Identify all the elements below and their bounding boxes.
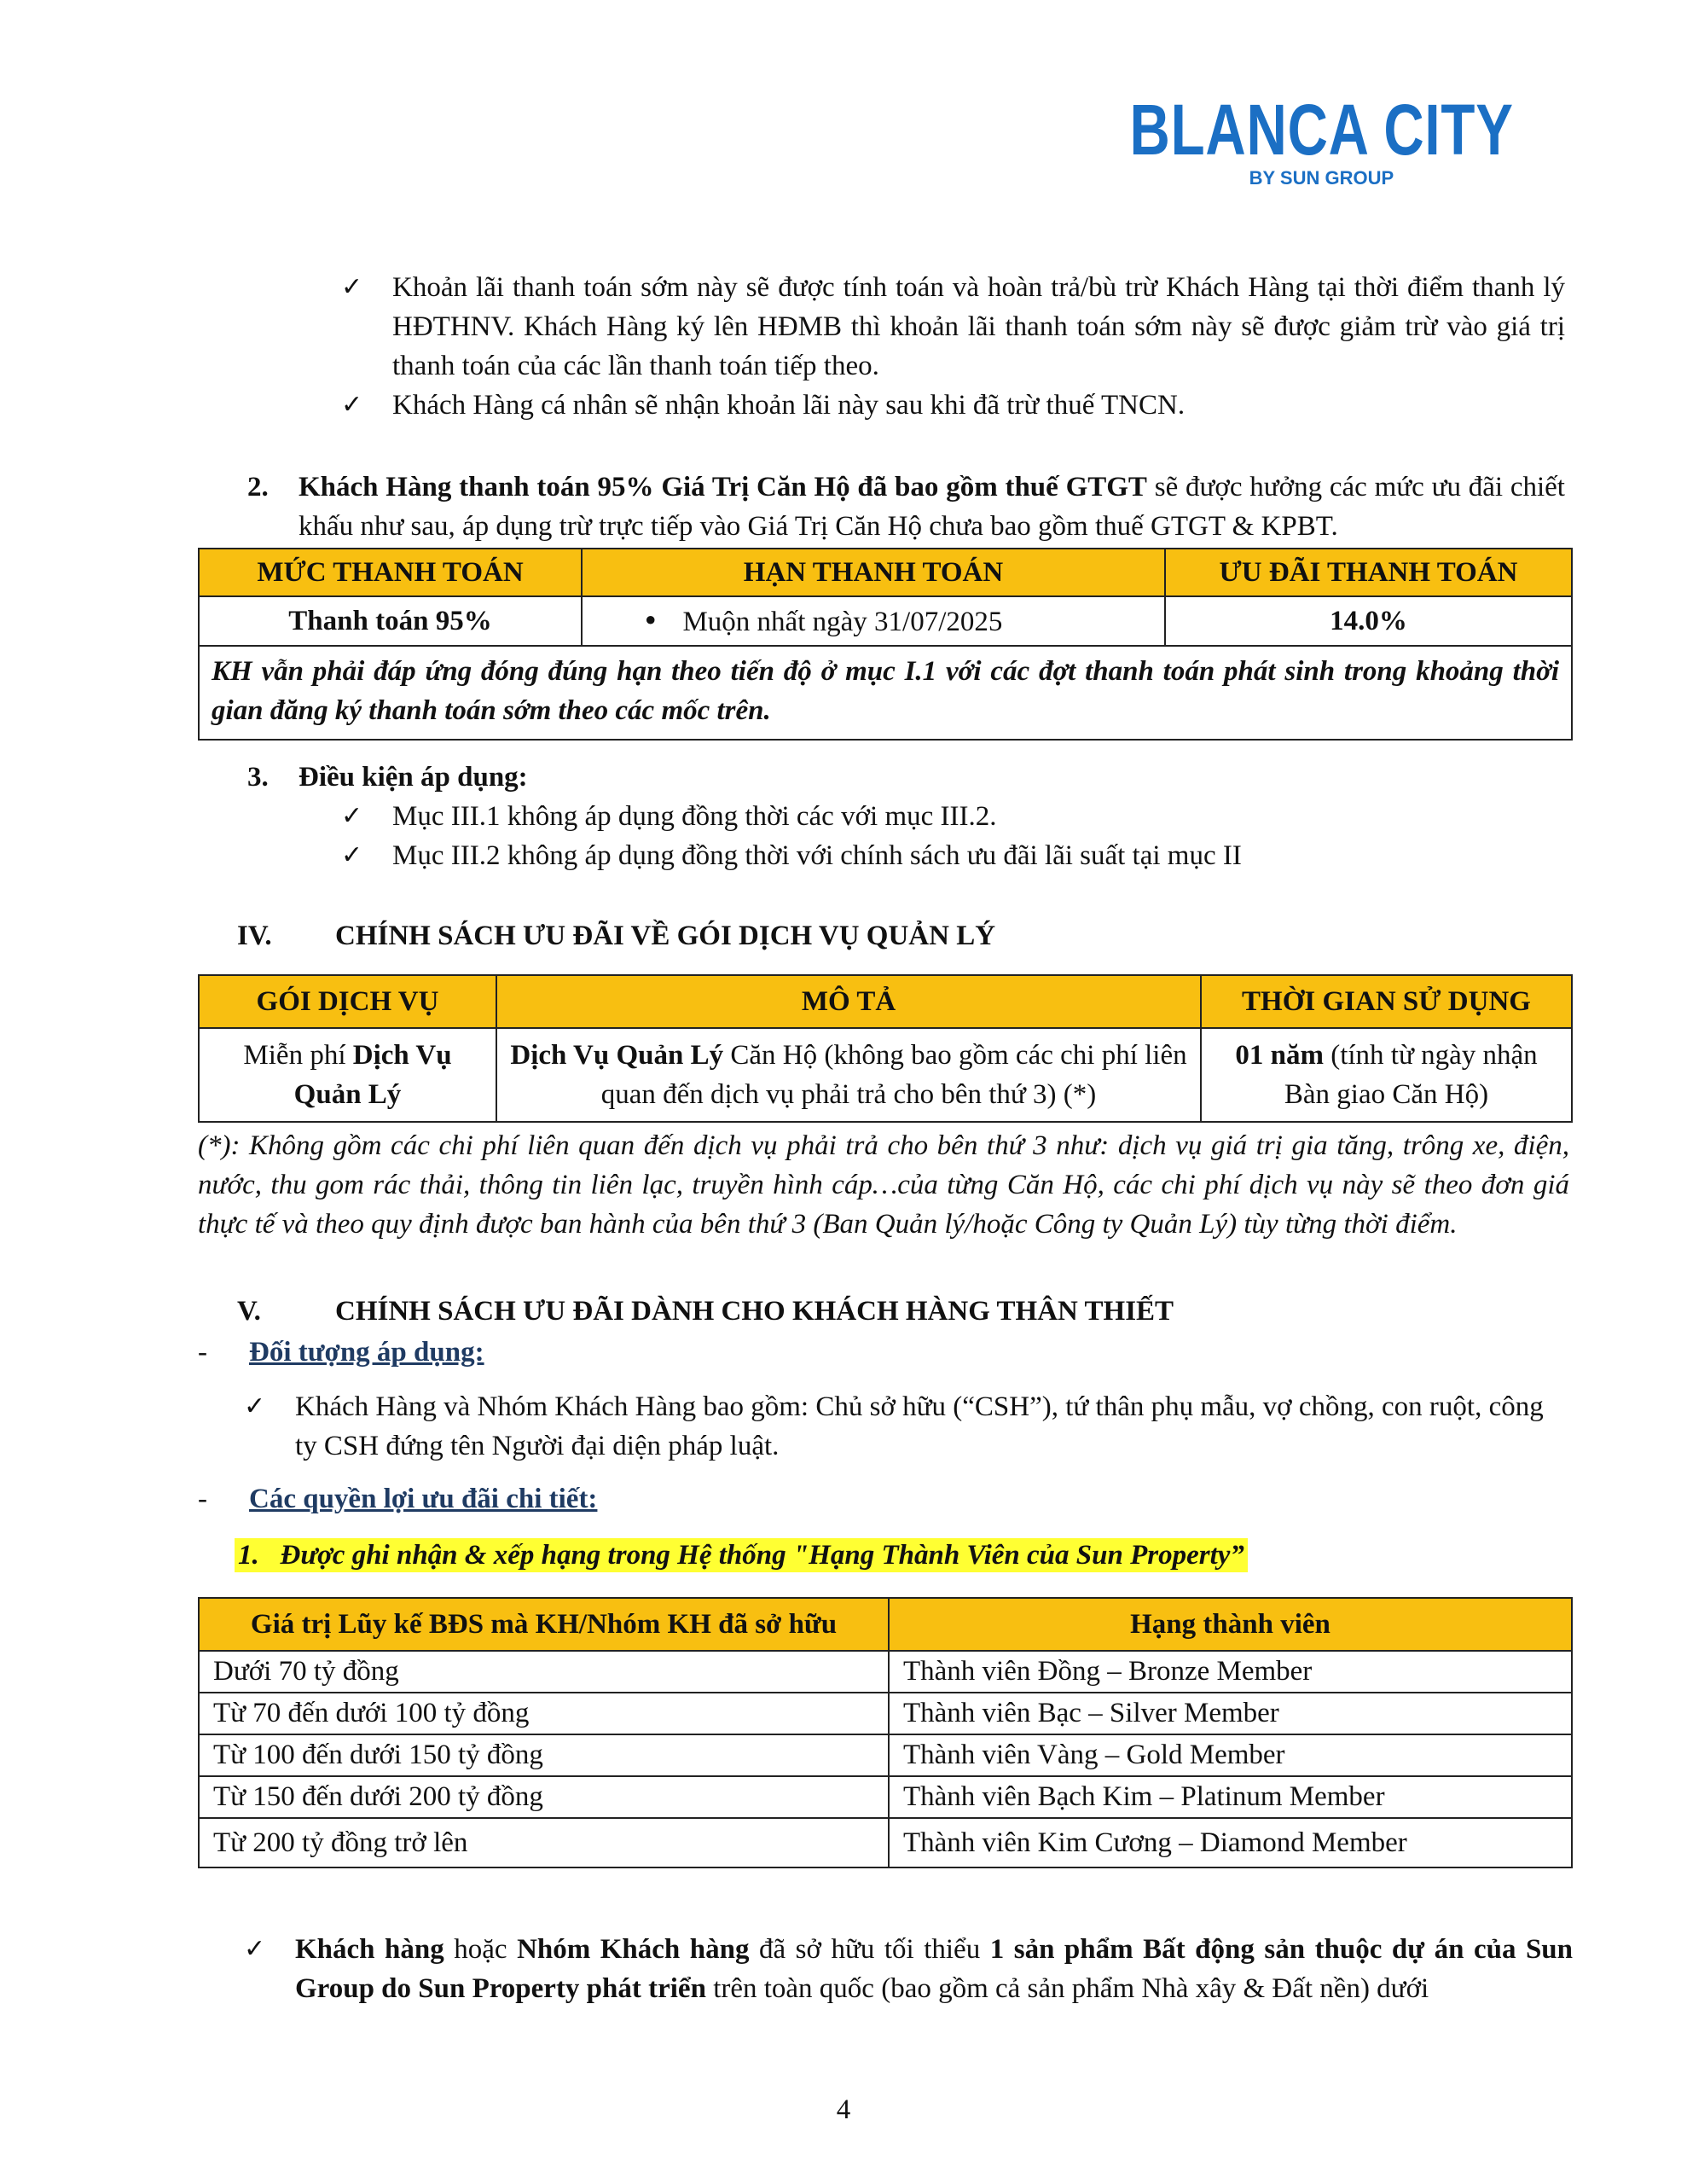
item-number: 2.: [247, 472, 269, 502]
checkmark-icon: ✓: [244, 1391, 266, 1421]
table-cell: Từ 150 đến dưới 200 tỷ đồng: [199, 1776, 889, 1818]
list-item: [341, 268, 1565, 386]
benefits-title: Các quyền lợi ưu đãi chi tiết:: [249, 1484, 598, 1514]
list-item: [244, 1387, 1566, 1466]
payment-note: KH vẫn phải đáp ứng đóng đúng hạn theo tiến độ ở mục I.1 với các đợt thanh toán phát sinh trong khoảng thời gian đăng ký thanh toán sớm theo các mốc trên.: [199, 646, 1572, 740]
highlighted-title: 1. Được ghi nhận & xếp hạng trong Hệ thống "Hạng Thành Viên của Sun Property”: [235, 1538, 1248, 1572]
item-2-text: sẽ được hưởng các mức ưu đãi chiết khấu như sau, áp dụng trừ trực tiếp vào Giá Trị Căn Hộ chưa bao gồm thuế GTGT & KPBT.: [299, 472, 1565, 542]
bullet-text: Khách Hàng cá nhân sẽ nhận khoản lãi này sau khi đã trừ thuế TNCN.: [392, 390, 1186, 421]
table-cell: Thành viên Vàng – Gold Member: [889, 1734, 1572, 1776]
payment-deadline: Muộn nhất ngày 31/07/2025: [682, 607, 1003, 637]
checkmark-icon: ✓: [341, 272, 363, 302]
membership-heading: [235, 1536, 1248, 1575]
membership-table: [198, 1597, 1573, 1868]
section-number: IV.: [237, 921, 272, 951]
list-item: [341, 386, 1565, 425]
section-title: CHÍNH SÁCH ƯU ĐÃI VỀ GÓI DỊCH VỤ QUẢN LÝ: [335, 921, 996, 951]
checkmark-icon: ✓: [244, 1934, 266, 1964]
col-header: MỨC THANH TOÁN: [199, 549, 582, 596]
logo-tagline: BY SUN GROUP: [1249, 167, 1394, 189]
service-duration: [1201, 1028, 1572, 1122]
service-description: [496, 1028, 1201, 1122]
section-4-heading: [237, 916, 1568, 956]
table-cell: Từ 200 tỷ đồng trở lên: [199, 1818, 889, 1867]
text: hoặc: [443, 1934, 518, 1965]
table-cell: Thành viên Kim Cương – Diamond Member: [889, 1818, 1572, 1867]
package-name: Dịch Vụ Quản Lý: [293, 1040, 452, 1110]
checkmark-icon: ✓: [341, 840, 363, 870]
list-item: [244, 1930, 1573, 2008]
table-cell: Thành viên Đồng – Bronze Member: [889, 1651, 1572, 1693]
col-header: Giá trị Lũy kế BĐS mà KH/Nhóm KH đã sở hữu: [199, 1598, 889, 1651]
target-bullets: [244, 1387, 1566, 1466]
bullet-text: Khoản lãi thanh toán sớm này sẽ được tính toán và hoàn trả/bù trừ Khách Hàng tại thời điểm thanh lý HĐTHNV. Khách Hàng ký lên HĐMB thì khoản lãi thanh toán sớm này sẽ được giảm trừ vào giá trị thanh toán của các lần thanh toán tiếp theo.: [392, 272, 1565, 381]
page-number: 4: [836, 2094, 851, 2125]
text: đã sở hữu tối thiểu: [749, 1934, 990, 1965]
text: trên toàn quốc (bao gồm cả sản phẩm Nhà xây & Đất nền) dưới: [705, 1973, 1429, 2004]
col-header: MÔ TẢ: [496, 975, 1201, 1028]
last-bullet: [244, 1930, 1573, 2008]
table-cell: Dưới 70 tỷ đồng: [199, 1651, 889, 1693]
desc-text: Căn Hộ (không bao gồm các chi phí liên quan đến dịch vụ phải trả cho bên thứ 3) (*): [600, 1040, 1187, 1110]
col-header: Hạng thành viên: [889, 1598, 1572, 1651]
item-3-bullets: [341, 797, 1565, 875]
bullet-text: Mục III.2 không áp dụng đồng thời với chính sách ưu đãi lãi suất tại mục II: [392, 840, 1242, 871]
col-header: ƯU ĐÃI THANH TOÁN: [1165, 549, 1572, 596]
target-heading: [198, 1333, 484, 1372]
duration-text: (tính từ ngày nhận Bàn giao Căn Hộ): [1284, 1040, 1538, 1110]
table-cell: Thành viên Bạc – Silver Member: [889, 1693, 1572, 1734]
col-header: THỜI GIAN SỬ DỤNG: [1201, 975, 1572, 1028]
item-3-title: Điều kiện áp dụng:: [299, 762, 528, 793]
footnote: (*): Không gồm các chi phí liên quan đến dịch vụ phải trả cho bên thứ 3 như: dịch vụ giá trị gia tăng, trông xe, điện, nước, thu gom rác thải, thông tin liên lạc, truyền hình cáp…của từng Căn Hộ, các chi phí dịch vụ này sẽ theo đơn giá thực tế và theo quy định được ban hành của bên thứ 3 (Ban Quản lý/hoặc Công ty Quản Lý) tùy từng thời điểm.: [198, 1130, 1569, 1240]
service-package: [199, 1028, 496, 1122]
target-title: Đối tượng áp dụng:: [249, 1337, 484, 1368]
col-header: GÓI DỊCH VỤ: [199, 975, 496, 1028]
item-2: [247, 468, 1565, 546]
bullet-icon: •: [642, 604, 659, 637]
table-cell: Thành viên Bạch Kim – Platinum Member: [889, 1776, 1572, 1818]
item-2-bold: Khách Hàng thanh toán 95% Giá Trị Căn Hộ đã bao gồm thuế GTGT: [299, 472, 1147, 502]
package-prefix: Miễn phí: [243, 1040, 353, 1071]
item-3: [247, 758, 1565, 797]
payment-deadline-cell: [582, 596, 1165, 646]
service-table: [198, 974, 1573, 1123]
dash: -: [198, 1484, 207, 1514]
bullet-text: Khách Hàng và Nhóm Khách Hàng bao gồm: Chủ sở hữu (“CSH”), tứ thân phụ mẫu, vợ chồng, con ruột, công ty CSH đứng tên Người đại diện pháp luật.: [295, 1391, 1544, 1461]
table-cell: Từ 100 đến dưới 150 tỷ đồng: [199, 1734, 889, 1776]
logo-wordmark: BLANCA CITY: [1129, 90, 1514, 170]
payment-discount: 14.0%: [1165, 596, 1572, 646]
checkmark-icon: ✓: [341, 390, 363, 420]
list-item: [341, 797, 1565, 836]
bullet-text: Mục III.1 không áp dụng đồng thời các với mục III.2.: [392, 801, 997, 832]
bold-text: 1 sản phẩm Bất động sản thuộc dự án của Sun Group do Sun Property phát triển: [295, 1934, 1574, 2004]
section-title: CHÍNH SÁCH ƯU ĐÃI DÀNH CHO KHÁCH HÀNG THÂN THIẾT: [335, 1296, 1174, 1327]
dash: -: [198, 1337, 207, 1368]
list-item: [341, 836, 1565, 875]
bold-text: Nhóm Khách hàng: [517, 1934, 750, 1965]
section-5-heading: [237, 1292, 1568, 1331]
desc-bold: Dịch Vụ Quản Lý: [510, 1040, 724, 1071]
payment-table: [198, 548, 1573, 741]
bullet-text: [295, 1930, 1573, 2008]
top-bullets: [341, 268, 1565, 425]
item-number: 3.: [247, 762, 269, 793]
benefits-heading: [198, 1479, 597, 1519]
table-cell: Từ 70 đến dưới 100 tỷ đồng: [199, 1693, 889, 1734]
bold-text: Khách hàng: [295, 1934, 444, 1965]
col-header: HẠN THANH TOÁN: [582, 549, 1165, 596]
duration-bold: 01 năm: [1235, 1040, 1324, 1071]
section-number: V.: [237, 1296, 261, 1327]
brand-logo: [1075, 90, 1568, 189]
payment-level: Thanh toán 95%: [199, 596, 582, 646]
checkmark-icon: ✓: [341, 801, 363, 831]
